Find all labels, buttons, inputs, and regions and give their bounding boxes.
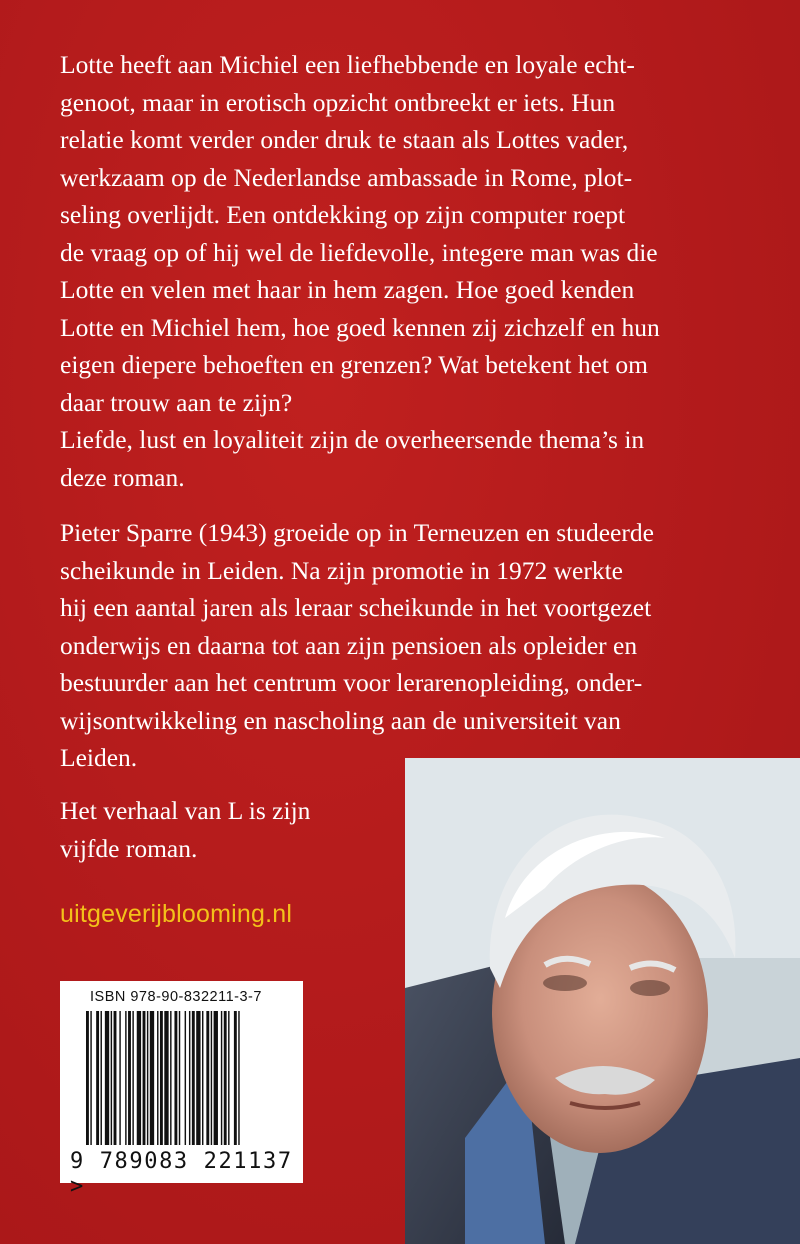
bio-line: hij een aantal jaren als leraar scheikunde in het voortgezet (60, 593, 652, 622)
blurb-line: seling overlijdt. Een ontdekking op zijn computer roept (60, 200, 626, 229)
blurb-line: deze roman. (60, 462, 185, 492)
isbn-label: ISBN 978-90-832211-3-7 (90, 989, 262, 1005)
isbn-digits: 9 789083 221137 > (70, 1149, 293, 1199)
blurb-line: eigen diepere behoeften en grenzen? Wat betekent het om (60, 350, 648, 379)
blurb-line: daar trouw aan te zijn? (60, 387, 293, 417)
author-bio (60, 514, 750, 777)
blurb-line: relatie komt verder onder druk te staan als Lottes vader, (60, 125, 629, 154)
blurb-line: de vraag op of hij wel de liefdevolle, integere man was die (60, 237, 658, 267)
blurb-line: Lotte heeft aan Michiel een liefhebbende en loyale echt- (60, 50, 635, 79)
blurb-line: werkzaam op de Nederlandse ambassade in Rome, plot- (60, 162, 633, 192)
novel-line: Het verhaal van L is zijn (60, 796, 311, 825)
barcode-bars (86, 1011, 282, 1145)
bio-line: Leiden. (60, 743, 138, 772)
bio-line: bestuurder aan het centrum voor lerarenopleiding, onder- (60, 668, 643, 697)
barcode (60, 981, 303, 1199)
blurb-line: Lotte en Michiel hem, hoe goed kennen zij zichzelf en hun (60, 312, 660, 342)
blurb-line: Lotte en velen met haar in hem zagen. Hoe goed kenden (60, 275, 635, 304)
bio-line: onderwijs en daarna tot aan zijn pensioen als opleider en (60, 630, 638, 660)
blurb-line: genoot, maar in erotisch opzicht ontbreekt er iets. Hun (60, 87, 616, 117)
blurb-line: Liefde, lust en loyaliteit zijn de overheersende thema’s in (60, 425, 645, 454)
publisher-url[interactable]: uitgeverijblooming.nl (60, 900, 293, 928)
novel-line: vijfde roman. (60, 833, 198, 863)
blurb-text (60, 46, 750, 496)
bio-line: wijsontwikkeling en nascholing aan de universiteit van (60, 705, 621, 735)
author-photo (405, 758, 800, 1244)
bio-line: Pieter Sparre (1943) groeide op in Terneuzen en studeerde (60, 518, 654, 547)
bio-line: scheikunde in Leiden. Na zijn promotie in 1972 werkte (60, 555, 623, 585)
novel-note (60, 792, 380, 867)
